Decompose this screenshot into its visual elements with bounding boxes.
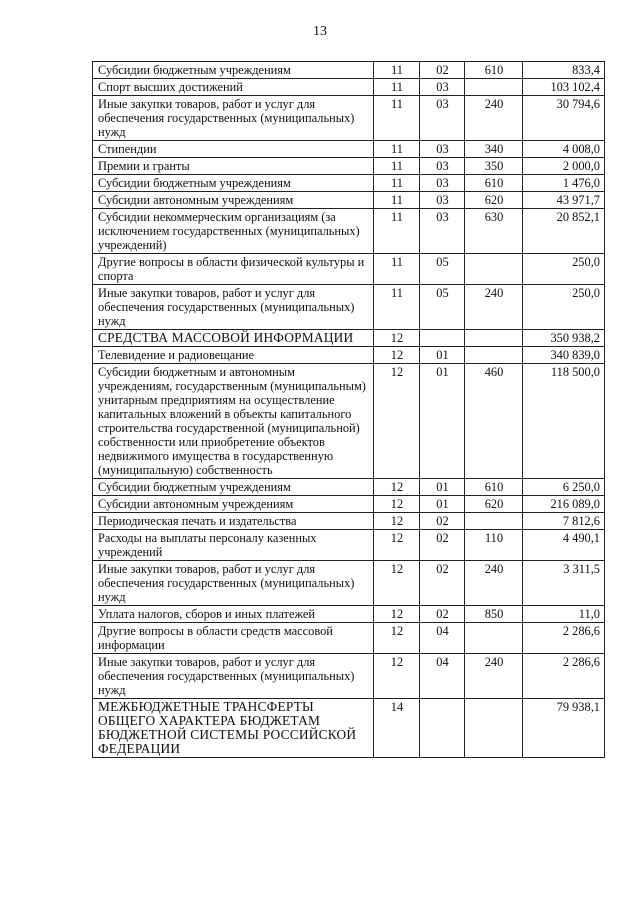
row-expense-type-cell: 610 xyxy=(465,175,523,192)
table-row xyxy=(93,209,605,254)
table-row xyxy=(93,175,605,192)
row-amount-cell: 30 794,6 xyxy=(523,96,605,141)
row-amount-cell: 250,0 xyxy=(523,254,605,285)
row-section-cell: 11 xyxy=(374,175,420,192)
row-subsection-cell: 02 xyxy=(420,62,465,79)
row-amount-cell: 43 971,7 xyxy=(523,192,605,209)
row-amount-cell: 340 839,0 xyxy=(523,347,605,364)
row-section-cell: 12 xyxy=(374,513,420,530)
row-expense-type-cell xyxy=(465,623,523,654)
row-section-cell: 14 xyxy=(374,699,420,758)
row-expense-type-cell xyxy=(465,79,523,96)
table-row xyxy=(93,330,605,347)
row-subsection-cell: 05 xyxy=(420,254,465,285)
table-row xyxy=(93,62,605,79)
row-subsection-cell: 01 xyxy=(420,364,465,479)
row-subsection-cell: 03 xyxy=(420,192,465,209)
table-row xyxy=(93,699,605,758)
row-name-cell: Стипендии xyxy=(93,141,374,158)
row-expense-type-cell: 620 xyxy=(465,496,523,513)
row-expense-type-cell xyxy=(465,347,523,364)
row-subsection-cell: 05 xyxy=(420,285,465,330)
row-section-cell: 12 xyxy=(374,479,420,496)
table-row xyxy=(93,530,605,561)
row-amount-cell: 103 102,4 xyxy=(523,79,605,96)
row-section-cell: 12 xyxy=(374,561,420,606)
table-row xyxy=(93,254,605,285)
table-row xyxy=(93,79,605,96)
row-name-cell: МЕЖБЮДЖЕТНЫЕ ТРАНСФЕРТЫ ОБЩЕГО ХАРАКТЕРА БЮДЖЕТАМ БЮДЖЕТНОЙ СИСТЕМЫ РОССИЙСКОЙ ФЕДЕРАЦИИ xyxy=(93,699,374,758)
row-name-cell: Другие вопросы в области средств массовой информации xyxy=(93,623,374,654)
row-section-cell: 11 xyxy=(374,158,420,175)
row-expense-type-cell: 340 xyxy=(465,141,523,158)
row-amount-cell: 7 812,6 xyxy=(523,513,605,530)
row-name-cell: Субсидии автономным учреждениям xyxy=(93,496,374,513)
table-row xyxy=(93,623,605,654)
table-row xyxy=(93,496,605,513)
table-row xyxy=(93,479,605,496)
row-amount-cell: 6 250,0 xyxy=(523,479,605,496)
row-name-cell: Субсидии бюджетным учреждениям xyxy=(93,62,374,79)
row-section-cell: 11 xyxy=(374,141,420,158)
row-subsection-cell: 01 xyxy=(420,479,465,496)
row-amount-cell: 79 938,1 xyxy=(523,699,605,758)
row-subsection-cell: 04 xyxy=(420,623,465,654)
row-subsection-cell: 03 xyxy=(420,158,465,175)
row-expense-type-cell: 610 xyxy=(465,62,523,79)
table-row xyxy=(93,654,605,699)
budget-table xyxy=(92,61,605,758)
row-name-cell: Премии и гранты xyxy=(93,158,374,175)
row-subsection-cell xyxy=(420,330,465,347)
row-expense-type-cell: 630 xyxy=(465,209,523,254)
row-subsection-cell xyxy=(420,699,465,758)
row-section-cell: 12 xyxy=(374,347,420,364)
row-amount-cell: 118 500,0 xyxy=(523,364,605,479)
row-name-cell: Спорт высших достижений xyxy=(93,79,374,96)
row-section-cell: 12 xyxy=(374,364,420,479)
row-name-cell: Субсидии бюджетным и автономным учреждениям, государственным (муниципальным) унитарным предприятиям на осуществление капитальных вложений в объекты капитального строительства государственной (муниципальной) собственности или приобретение объектов недвижимого имущества в государственную (муниципальную) собственность xyxy=(93,364,374,479)
row-amount-cell: 216 089,0 xyxy=(523,496,605,513)
row-expense-type-cell: 850 xyxy=(465,606,523,623)
row-subsection-cell: 01 xyxy=(420,496,465,513)
row-expense-type-cell xyxy=(465,330,523,347)
row-expense-type-cell: 110 xyxy=(465,530,523,561)
table-row xyxy=(93,285,605,330)
row-section-cell: 11 xyxy=(374,192,420,209)
row-amount-cell: 250,0 xyxy=(523,285,605,330)
row-expense-type-cell: 620 xyxy=(465,192,523,209)
row-name-cell: Субсидии автономным учреждениям xyxy=(93,192,374,209)
row-subsection-cell: 02 xyxy=(420,561,465,606)
table-row xyxy=(93,364,605,479)
row-section-cell: 11 xyxy=(374,96,420,141)
row-subsection-cell: 03 xyxy=(420,96,465,141)
row-amount-cell: 3 311,5 xyxy=(523,561,605,606)
row-name-cell: Иные закупки товаров, работ и услуг для обеспечения государственных (муниципальных) нужд xyxy=(93,285,374,330)
table-row xyxy=(93,96,605,141)
row-name-cell: Периодическая печать и издательства xyxy=(93,513,374,530)
page-number: 13 xyxy=(313,24,327,39)
row-amount-cell: 1 476,0 xyxy=(523,175,605,192)
row-expense-type-cell xyxy=(465,513,523,530)
row-expense-type-cell: 240 xyxy=(465,654,523,699)
row-name-cell: Субсидии некоммерческим организациям (за исключением государственных (муниципальных) учреждений) xyxy=(93,209,374,254)
row-subsection-cell: 02 xyxy=(420,513,465,530)
row-subsection-cell: 04 xyxy=(420,654,465,699)
row-section-cell: 12 xyxy=(374,623,420,654)
row-expense-type-cell: 610 xyxy=(465,479,523,496)
row-amount-cell: 4 490,1 xyxy=(523,530,605,561)
table-row xyxy=(93,561,605,606)
row-section-cell: 12 xyxy=(374,606,420,623)
row-name-cell: Телевидение и радиовещание xyxy=(93,347,374,364)
row-section-cell: 11 xyxy=(374,62,420,79)
row-amount-cell: 2 286,6 xyxy=(523,623,605,654)
row-expense-type-cell xyxy=(465,699,523,758)
row-name-cell: Иные закупки товаров, работ и услуг для обеспечения государственных (муниципальных) нужд xyxy=(93,561,374,606)
row-expense-type-cell: 240 xyxy=(465,561,523,606)
row-subsection-cell: 02 xyxy=(420,530,465,561)
row-section-cell: 11 xyxy=(374,285,420,330)
table-row xyxy=(93,513,605,530)
row-name-cell: Уплата налогов, сборов и иных платежей xyxy=(93,606,374,623)
row-subsection-cell: 03 xyxy=(420,175,465,192)
row-amount-cell: 20 852,1 xyxy=(523,209,605,254)
table-row xyxy=(93,158,605,175)
row-subsection-cell: 02 xyxy=(420,606,465,623)
row-expense-type-cell: 350 xyxy=(465,158,523,175)
row-subsection-cell: 03 xyxy=(420,209,465,254)
table-row xyxy=(93,141,605,158)
row-expense-type-cell: 240 xyxy=(465,285,523,330)
row-name-cell: Субсидии бюджетным учреждениям xyxy=(93,175,374,192)
row-amount-cell: 11,0 xyxy=(523,606,605,623)
row-amount-cell: 2 000,0 xyxy=(523,158,605,175)
row-expense-type-cell: 460 xyxy=(465,364,523,479)
row-amount-cell: 350 938,2 xyxy=(523,330,605,347)
table-row xyxy=(93,347,605,364)
table-row xyxy=(93,606,605,623)
row-name-cell: СРЕДСТВА МАССОВОЙ ИНФОРМАЦИИ xyxy=(93,330,374,347)
row-section-cell: 12 xyxy=(374,496,420,513)
row-amount-cell: 4 008,0 xyxy=(523,141,605,158)
row-subsection-cell: 03 xyxy=(420,79,465,96)
row-amount-cell: 833,4 xyxy=(523,62,605,79)
row-amount-cell: 2 286,6 xyxy=(523,654,605,699)
row-expense-type-cell: 240 xyxy=(465,96,523,141)
row-name-cell: Субсидии бюджетным учреждениям xyxy=(93,479,374,496)
row-name-cell: Расходы на выплаты персоналу казенных учреждений xyxy=(93,530,374,561)
row-name-cell: Другие вопросы в области физической культуры и спорта xyxy=(93,254,374,285)
row-section-cell: 11 xyxy=(374,209,420,254)
row-subsection-cell: 01 xyxy=(420,347,465,364)
row-section-cell: 12 xyxy=(374,654,420,699)
row-name-cell: Иные закупки товаров, работ и услуг для обеспечения государственных (муниципальных) нужд xyxy=(93,96,374,141)
row-section-cell: 11 xyxy=(374,79,420,96)
row-expense-type-cell xyxy=(465,254,523,285)
row-subsection-cell: 03 xyxy=(420,141,465,158)
table-row xyxy=(93,192,605,209)
row-section-cell: 12 xyxy=(374,530,420,561)
budget-table-body xyxy=(93,62,605,758)
row-section-cell: 11 xyxy=(374,254,420,285)
row-section-cell: 12 xyxy=(374,330,420,347)
row-name-cell: Иные закупки товаров, работ и услуг для обеспечения государственных (муниципальных) нужд xyxy=(93,654,374,699)
